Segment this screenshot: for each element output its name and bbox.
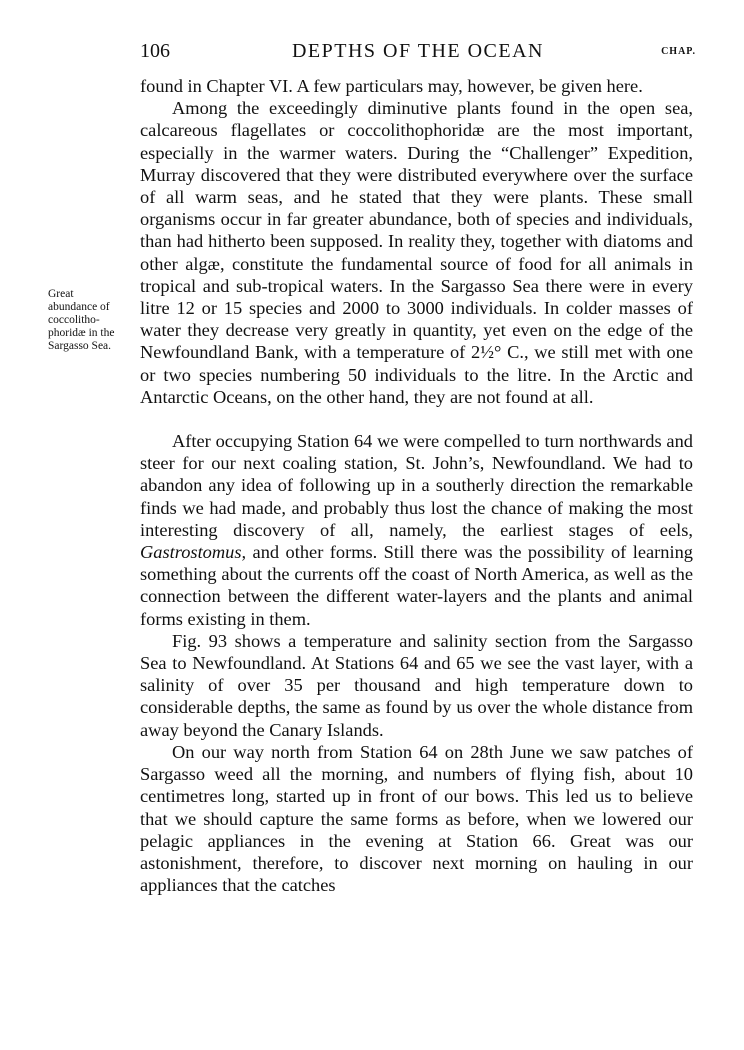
paragraph-text: After occupying Station 64 we were compelled to turn northwards and steer for our next coaling station, St. John’s, Newfoundland. We had to abandon any idea of following up in a southerly direction the remarkable finds we had made, and probably thus lost the chance of making the most interesting discovery of all, namely, the earliest stages of eels, (140, 431, 693, 540)
margin-note-line: Sargasso Sea. (48, 340, 112, 352)
paragraph-coccolithophoridae: Among the exceedingly diminutive plants found in the open sea, calcareous flagellates or coccolithophoridæ are the most important, especially in the warmer waters. During the “Challenger” Expedition, Murray discovered that they were distributed everywhere over the surface of all warm seas, and he stated that they were plants. These small organisms occur in far greater abundance, both of species and individuals, than had hitherto been supposed. In reality they, together with diatoms and other algæ, constitute the fundamental source of food for all animals in tropical and sub-tropical waters. In the Sargasso Sea there were in every litre 12 or 15 species and 2000 to 3000 individuals. In colder masses of water they decrease very greatly in quantity, yet even on the edge of the Newfoundland Bank, with a temperature of 2½° C., we still met with one or two species numbering 50 individuals to the litre. In the Arctic and Antarctic Oceans, on the other hand, they are not found at all. (140, 98, 693, 407)
page-number: 106 (140, 40, 170, 62)
paragraph-way-north: On our way north from Station 64 on 28th June we saw patches of Sargasso weed all the morning, and numbers of flying fish, about 10 centimetres long, started up in front of our bows. This led us to believe that we should capture the same forms as before, when we lowered our pelagic appliances in the evening at Station 66. Great was our astonishment, therefore, to discover next morning on hauling in our appliances that the catches (140, 741, 693, 896)
page-header (140, 40, 696, 68)
margin-note-line: phoridæ in the (48, 327, 115, 339)
margin-note-line: Great (48, 288, 74, 300)
paragraph-station-64 (140, 430, 693, 630)
running-title: DEPTHS OF THE OCEAN (291, 40, 545, 62)
paragraph-text: and other forms. Still there was the possibility of learning something about the currents off the coast of North America, as well as the connection between the different water-layers and the plants and animal forms existing in them. (140, 542, 693, 629)
margin-note-line: abundance of (48, 301, 110, 313)
species-name-italic: Gastrostomus, (140, 542, 247, 563)
paragraph-continuation: found in Chapter VI. A few particulars may, however, be given here. (140, 76, 643, 96)
margin-note-line: coccolitho- (48, 314, 100, 326)
paragraph-fig-93: Fig. 93 shows a temperature and salinity section from the Sargasso Sea to Newfoundland. At Stations 64 and 65 we see the vast layer, with a salinity of over 35 per thousand and high temperature down to considerable depths, the same as found by us over the whole distance from away beyond the Canary Islands. (140, 630, 693, 740)
chapter-label: CHAP. (661, 46, 696, 57)
body-text (140, 75, 693, 896)
margin-note (48, 288, 138, 353)
